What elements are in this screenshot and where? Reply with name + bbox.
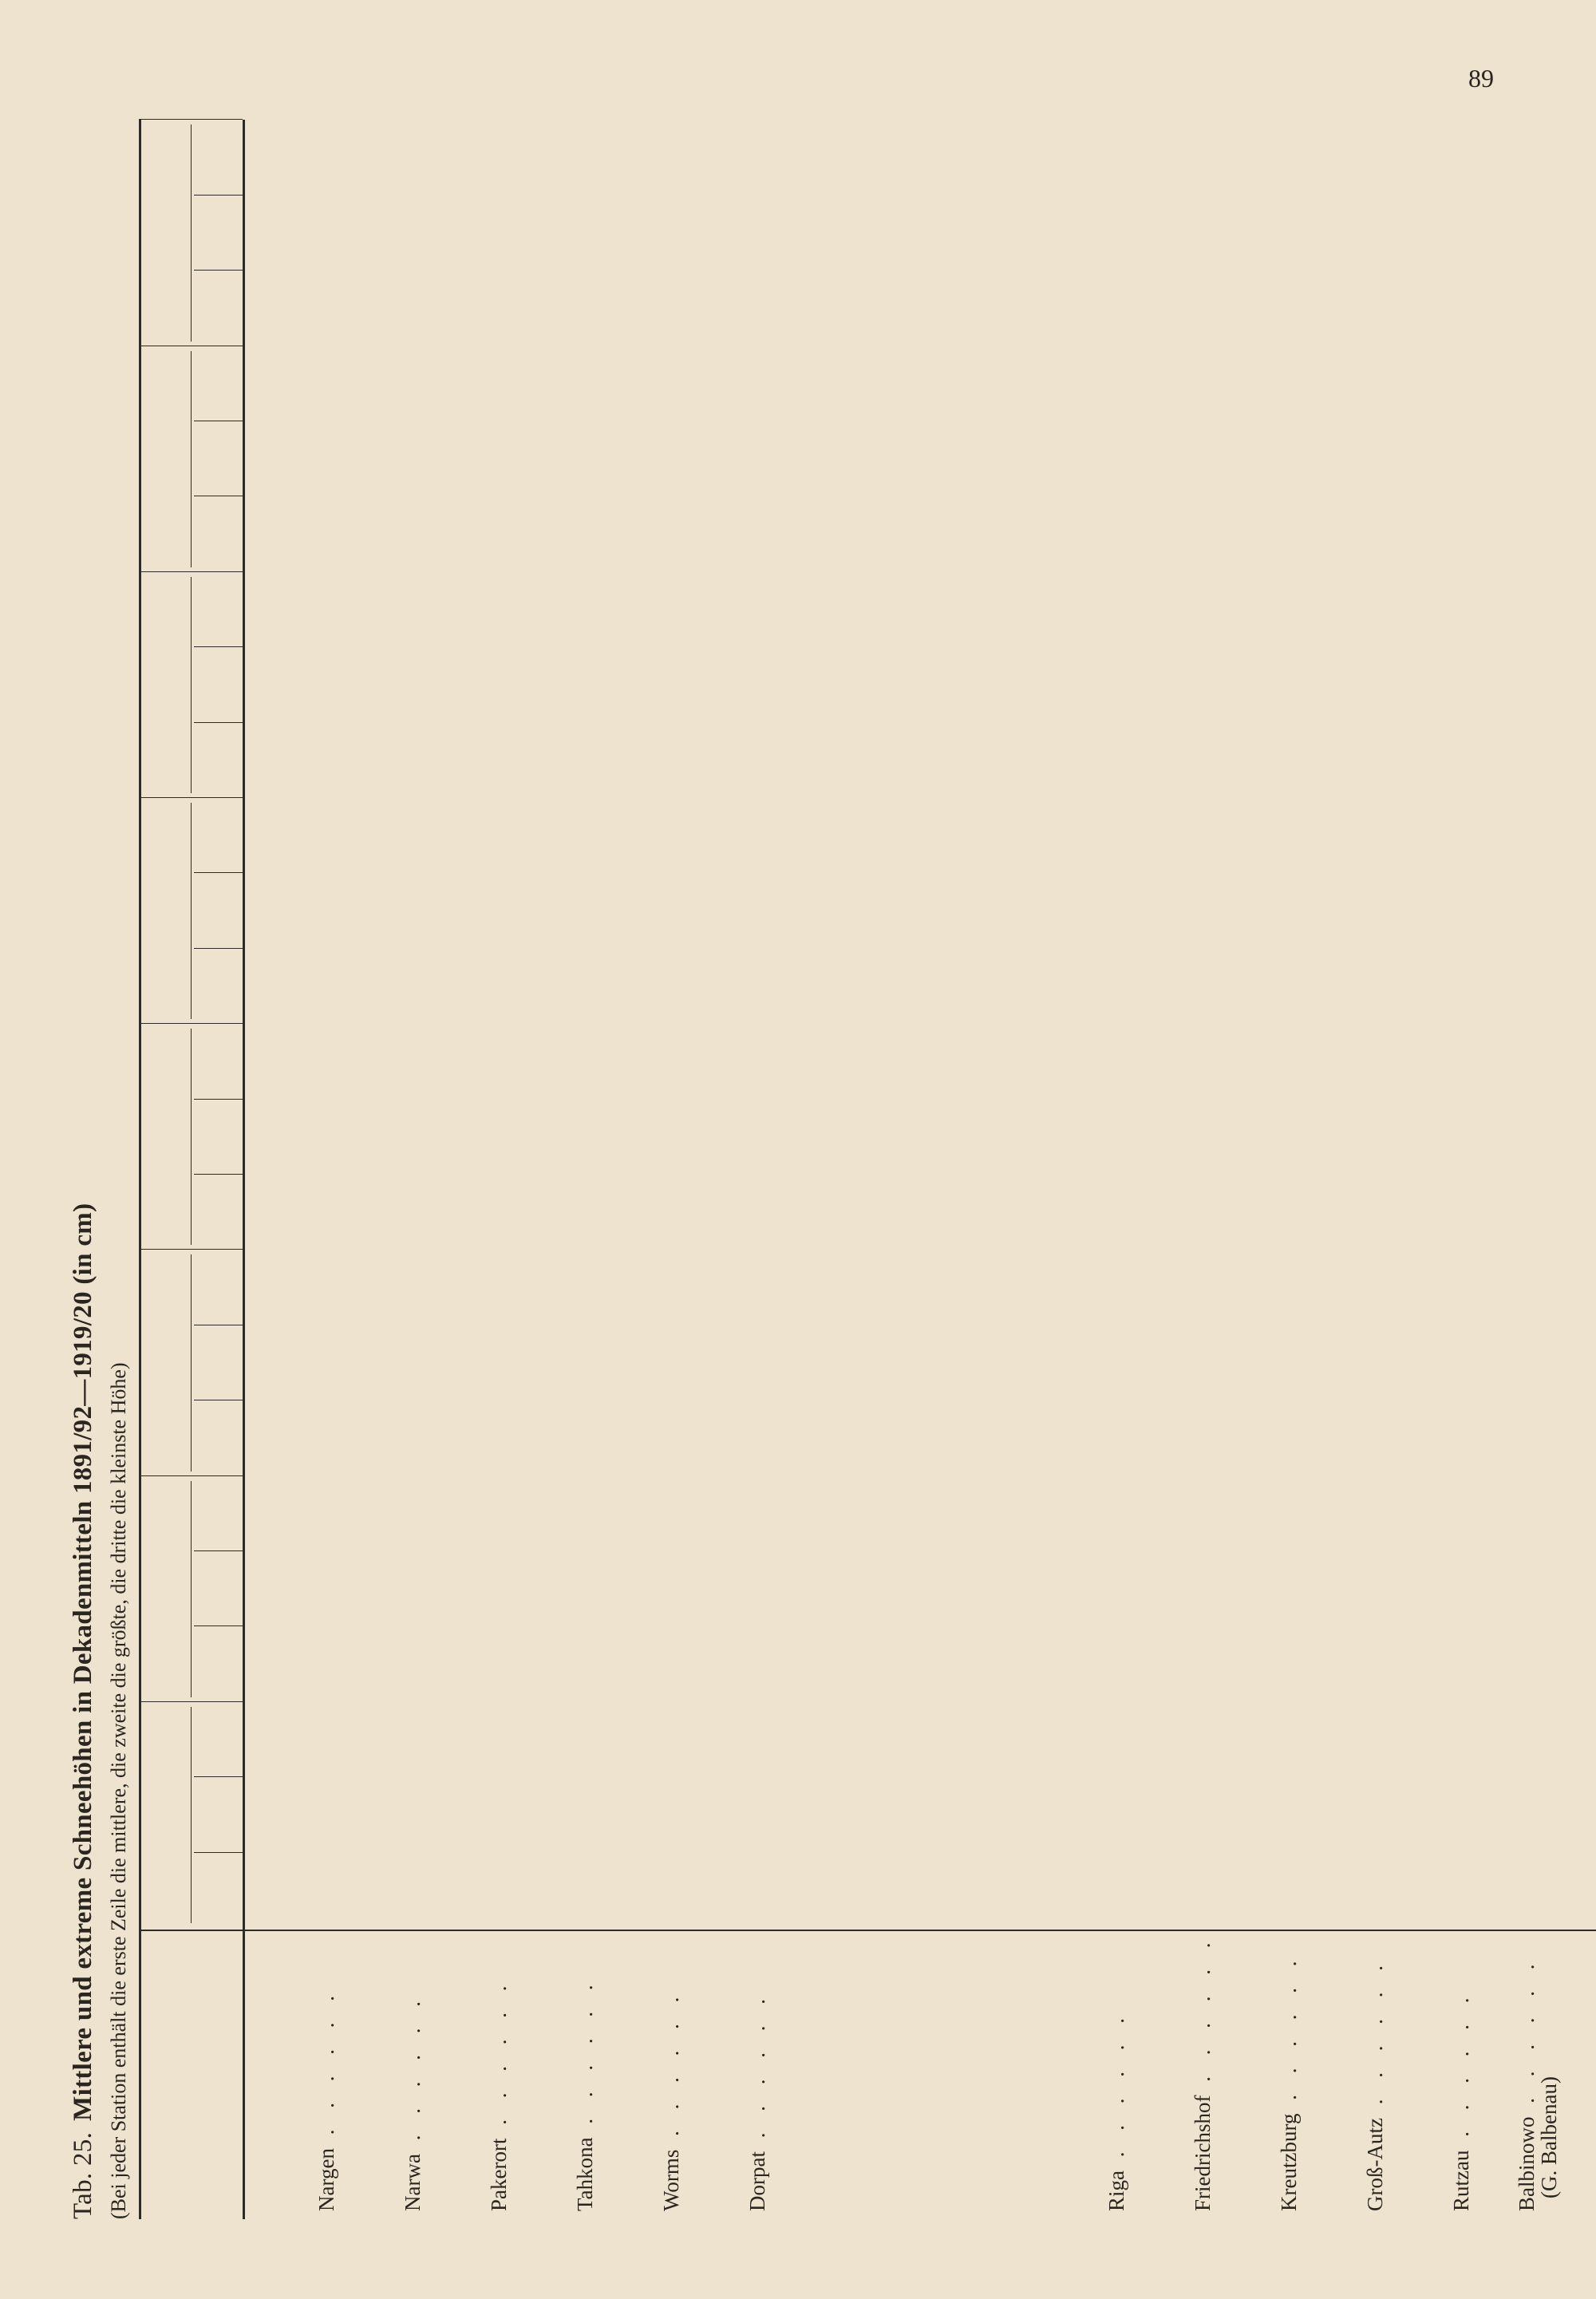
station-name xyxy=(574,1977,596,2211)
month-subrule xyxy=(191,1707,192,1923)
leader-dots: . . . . . . xyxy=(314,1988,338,2149)
decade-divider xyxy=(194,646,243,647)
leader-dots: . . . . . . xyxy=(1191,1934,1215,2096)
table-title xyxy=(69,65,98,2219)
month-subrule xyxy=(191,1254,192,1471)
station-name xyxy=(1364,1957,1386,2211)
table-number: Tab. 25. xyxy=(69,2131,97,2219)
station-name xyxy=(1515,1957,1560,2212)
leader-dots: . . . . . . xyxy=(1277,1953,1301,2114)
station-name-sub: (G. Balbenau) xyxy=(1537,2076,1561,2198)
station-name xyxy=(1105,2010,1128,2211)
decade-divider xyxy=(194,270,243,271)
decade-divider xyxy=(194,1099,243,1100)
month-subrule xyxy=(191,1029,192,1245)
station-name-text: Dorpat xyxy=(745,2151,769,2211)
decade-divider xyxy=(194,1174,243,1175)
month-subrule xyxy=(191,1481,192,1697)
leader-dots: . . . . . . xyxy=(1363,1957,1387,2119)
snow-depth-table xyxy=(139,128,1596,2219)
leader-dots: . . . . . . xyxy=(745,1991,769,2152)
month-subrule xyxy=(191,803,192,1019)
month-subrule xyxy=(191,351,192,567)
month-divider xyxy=(139,797,243,798)
leader-dots: . . . . . . xyxy=(573,1977,597,2138)
station-name xyxy=(315,1988,338,2211)
leader-dots: . . . . . . xyxy=(401,1993,425,2155)
decade-divider xyxy=(194,195,243,196)
station-name xyxy=(746,1991,768,2211)
station-name-text: Kreutzburg xyxy=(1277,2113,1301,2211)
decade-divider xyxy=(194,948,243,949)
station-name-text: Worms xyxy=(659,2149,683,2211)
decade-divider xyxy=(194,722,243,723)
decade-divider xyxy=(194,1852,243,1853)
decade-divider xyxy=(194,1625,243,1626)
leader-dots: . . . . . . xyxy=(1449,1989,1473,2151)
leader-dots: . . . . . . xyxy=(659,1989,683,2150)
leader-dots: . . . . . . xyxy=(1515,1956,1539,2117)
page-number: 89 xyxy=(1468,64,1494,93)
station-name-text: Rutzau xyxy=(1449,2150,1473,2211)
header-bottom-rule xyxy=(243,120,245,2219)
month-divider xyxy=(139,571,243,572)
station-name-text: Narwa xyxy=(401,2154,425,2211)
leader-dots: . . . . . . xyxy=(487,1977,511,2139)
month-subrule xyxy=(191,124,192,341)
month-subrule xyxy=(191,577,192,793)
station-name-text: Groß-Autz xyxy=(1363,2118,1387,2211)
month-divider xyxy=(139,119,243,120)
station-name xyxy=(1450,1990,1472,2211)
leader-dots: . . . . . . xyxy=(1104,2010,1128,2171)
station-name xyxy=(488,1978,510,2211)
station-name-text: Nargen xyxy=(314,2148,338,2211)
month-divider xyxy=(139,1023,243,1024)
month-divider xyxy=(139,1701,243,1702)
station-name xyxy=(660,1989,682,2211)
decade-divider xyxy=(194,1776,243,1777)
decade-divider xyxy=(194,872,243,873)
station-name xyxy=(401,1993,424,2211)
station-name xyxy=(1278,1953,1300,2211)
table-title-text: Mittlere und extreme Schneehöhen in Dekadenmitteln 1891/92—1919/20 (in cm) xyxy=(69,1203,97,2121)
station-name-text: Balbinowo xyxy=(1515,2116,1539,2211)
month-divider xyxy=(139,1475,243,1476)
station-column-rule xyxy=(139,1930,1596,1931)
table-subtitle: (Bei jeder Station enthält die erste Zeile die mittlere, die zweite die größte, die dritte die kleinste Höhe) xyxy=(107,1362,130,2219)
month-divider xyxy=(139,1249,243,1250)
station-name-text: Tahkona xyxy=(573,2137,597,2211)
station-name-text: Riga xyxy=(1104,2171,1128,2211)
table-top-rule xyxy=(139,120,141,2219)
station-name-text: Friedrichshof xyxy=(1191,2095,1215,2211)
decade-divider xyxy=(194,1550,243,1551)
station-name-text: Pakerort xyxy=(487,2138,511,2211)
station-name xyxy=(1191,1935,1214,2211)
